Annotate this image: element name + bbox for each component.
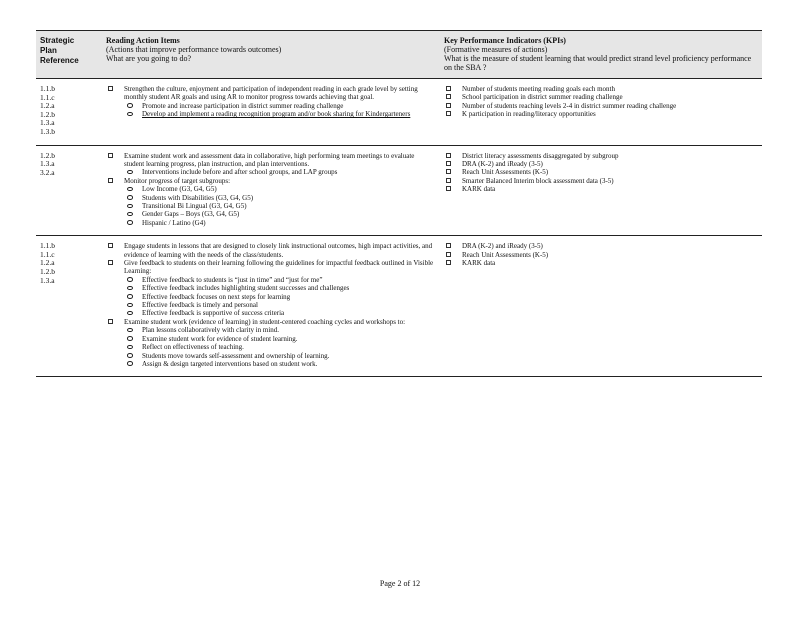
action-sub-item: Effective feedback focuses on next steps for learning xyxy=(124,293,434,301)
square-bullet-icon xyxy=(446,103,451,108)
square-bullet-icon xyxy=(108,86,113,91)
square-bullet-icon xyxy=(446,186,451,191)
circle-bullet-icon xyxy=(127,277,133,282)
kpi-item: KARK data xyxy=(444,259,756,267)
reference-code: 1.1.c xyxy=(40,249,55,259)
square-bullet-icon xyxy=(446,178,451,183)
circle-bullet-icon xyxy=(127,170,133,175)
square-bullet-icon xyxy=(446,260,451,265)
circle-bullet-icon xyxy=(127,328,133,333)
circle-bullet-icon xyxy=(127,311,133,316)
header-col3-title: Key Performance Indicators (KPIs) xyxy=(444,36,566,45)
square-bullet-icon xyxy=(446,252,451,257)
action-sub-item: Promote and increase participation in district summer reading challenge xyxy=(124,102,434,110)
square-bullet-icon xyxy=(108,260,113,265)
action-sub-item: Examine student work for evidence of student learning. xyxy=(124,335,434,343)
kpi-item: Number of students meeting reading goals each month xyxy=(444,85,756,93)
square-bullet-icon xyxy=(446,243,451,248)
reference-code: 1.3.a xyxy=(40,159,55,169)
square-bullet-icon xyxy=(446,86,451,91)
header-col3-question: What is the measure of student learning that would predict strand level proficiency performance on the SBA ? xyxy=(444,54,752,72)
action-item: Strengthen the culture, enjoyment and participation of independent reading in each grade level by setting monthly student AR goals and using AR to monitor progress towards achieving that goal. Promote and increase participation in district summer reading challenge Develop and implement a reading recognition program and/or book sharing for Kindergarteners xyxy=(106,85,434,119)
kpi-list xyxy=(440,152,762,228)
square-bullet-icon xyxy=(108,319,113,324)
kpi-item: Smarter Balanced Interim block assessment data (3-5) xyxy=(444,177,756,185)
header-col2-subtitle: (Actions that improve performance towards outcomes) xyxy=(106,45,282,54)
action-item: Engage students in lessons that are designed to closely link instructional outcomes, high impact activities, and evidence of learning with the needs of the class/students. xyxy=(106,242,434,259)
circle-bullet-icon xyxy=(127,112,133,117)
reference-code: 1.2.b xyxy=(40,267,55,276)
header-reading-action-items xyxy=(100,36,440,72)
circle-bullet-icon xyxy=(127,336,133,341)
action-sub-item: Interventions include before and after school groups, and LAP groups xyxy=(124,168,434,176)
action-items xyxy=(100,242,440,368)
circle-bullet-icon xyxy=(127,345,133,350)
square-bullet-icon xyxy=(108,153,113,158)
kpi-list xyxy=(440,242,762,368)
table-row xyxy=(36,145,762,236)
action-sub-item: Hispanic / Latino (G4) xyxy=(124,219,434,227)
circle-bullet-icon xyxy=(127,303,133,308)
reference-code: 1.3.a xyxy=(40,275,55,285)
reference-list xyxy=(36,152,100,228)
reference-code: 3.2.a xyxy=(40,167,55,177)
action-sub-item: Gender Gaps – Boys (G3, G4, G5) xyxy=(124,210,434,218)
action-sub-item: Effective feedback to students is “just in time” and “just for me” xyxy=(124,276,434,284)
kpi-item: School participation in district summer reading challenge xyxy=(444,93,756,101)
kpi-item: DRA (K-2) and iReady (3-5) xyxy=(444,242,756,250)
circle-bullet-icon xyxy=(127,294,133,299)
action-item: Give feedback to students on their learning following the guidelines for impactful feedback outlined in Visible Learning: Effective feedback to students is “just in time” and “just for me” Effective feedback includes highlighting student successes and challenges Effective feedback focuses on next steps for learning Effective feedback is timely and personal Effective feedback is supportive of success criteria xyxy=(106,259,434,318)
header-col2-question: What are you going to do? xyxy=(106,54,192,63)
header-kpis xyxy=(440,36,762,72)
header-col2-title: Reading Action Items xyxy=(106,36,180,45)
action-sub-item: Students move towards self-assessment and ownership of learning. xyxy=(124,352,434,360)
action-plan-table xyxy=(36,30,762,377)
circle-bullet-icon xyxy=(127,187,133,192)
reference-code: 1.1.b xyxy=(40,241,55,251)
action-sub-item: Effective feedback is supportive of success criteria xyxy=(124,309,434,317)
action-sub-item: Plan lessons collaboratively with clarity in mind. xyxy=(124,326,434,334)
kpi-item: KARK data xyxy=(444,185,756,193)
action-items xyxy=(100,85,440,137)
action-sub-item: Transitional Bi Lingual (G3, G4, G5) xyxy=(124,202,434,210)
header-col3-subtitle: (Formative measures of actions) xyxy=(444,45,548,54)
square-bullet-icon xyxy=(446,169,451,174)
kpi-item: Reach Unit Assessments (K-5) xyxy=(444,251,756,259)
table-row xyxy=(36,78,762,145)
reference-code: 1.3.a xyxy=(40,118,55,128)
circle-bullet-icon xyxy=(127,286,133,291)
action-sub-item: Assign & design targeted interventions based on student work. xyxy=(124,360,434,368)
kpi-list xyxy=(440,85,762,137)
square-bullet-icon xyxy=(108,243,113,248)
action-item: Monitor progress of target subgroups: Low Income (G3, G4, G5) Students with Disabilities (G3, G4, G5) Transitional Bi Lingual (G3, G4, G5) Gender Gaps – Boys (G3, G4, G5) Hispanic / Latino (G4) xyxy=(106,177,434,227)
circle-bullet-icon xyxy=(127,220,133,225)
reference-code: 1.2.b xyxy=(40,150,55,160)
kpi-item: Number of students reaching levels 2-4 in district summer reading challenge xyxy=(444,102,756,110)
table-row xyxy=(36,235,762,377)
circle-bullet-icon xyxy=(127,212,133,217)
circle-bullet-icon xyxy=(127,353,133,358)
reference-code: 1.2.a xyxy=(40,101,55,111)
circle-bullet-icon xyxy=(127,361,133,366)
kpi-item: K participation in reading/literacy opportunities xyxy=(444,110,756,118)
action-sub-item: Reflect on effectiveness of teaching. xyxy=(124,343,434,351)
action-item: Examine student work and assessment data in collaborative, high performing team meetings to evaluate student learning progress, plan instruction, and plan interventions. Interventions include before and after school groups, and LAP groups xyxy=(106,152,434,177)
circle-bullet-icon xyxy=(127,103,133,108)
reference-code: 1.1.b xyxy=(40,84,55,93)
action-sub-item: Effective feedback includes highlighting student successes and challenges xyxy=(124,284,434,292)
table-header-row xyxy=(36,30,762,78)
action-sub-item: Students with Disabilities (G3, G4, G5) xyxy=(124,194,434,202)
kpi-item: Reach Unit Assessments (K-5) xyxy=(444,168,756,176)
kpi-item: DRA (K-2) and iReady (3-5) xyxy=(444,160,756,168)
square-bullet-icon xyxy=(108,178,113,183)
circle-bullet-icon xyxy=(127,195,133,200)
square-bullet-icon xyxy=(446,94,451,99)
action-items xyxy=(100,152,440,228)
page-number: Page 2 of 12 xyxy=(379,579,421,588)
square-bullet-icon xyxy=(446,111,451,116)
kpi-item: District literacy assessments disaggregated by subgroup xyxy=(444,152,756,160)
reference-list xyxy=(36,85,100,137)
action-sub-item: Effective feedback is timely and personal xyxy=(124,301,434,309)
action-sub-item: Develop and implement a reading recognition program and/or book sharing for Kindergarteners xyxy=(124,110,434,118)
action-item: Examine student work (evidence of learning) in student-centered coaching cycles and workshops to: Plan lessons collaboratively with clarity in mind. Examine student work for evidence of student learning. Reflect on effectiveness of teaching. Students move towards self-assessment and ownership of learning. Assign & design targeted interventions based on student work. xyxy=(106,318,434,368)
square-bullet-icon xyxy=(446,153,451,158)
header-strategic-plan-reference: Strategic Plan Reference xyxy=(40,36,79,65)
reference-code: 1.1.c xyxy=(40,92,55,102)
reference-code: 1.2.a xyxy=(40,258,55,268)
reference-code: 1.2.b xyxy=(40,109,55,119)
circle-bullet-icon xyxy=(127,204,133,209)
reference-list xyxy=(36,242,100,368)
square-bullet-icon xyxy=(446,161,451,166)
reference-code: 1.3.b xyxy=(40,126,55,136)
action-sub-item: Low Income (G3, G4, G5) xyxy=(124,185,434,193)
